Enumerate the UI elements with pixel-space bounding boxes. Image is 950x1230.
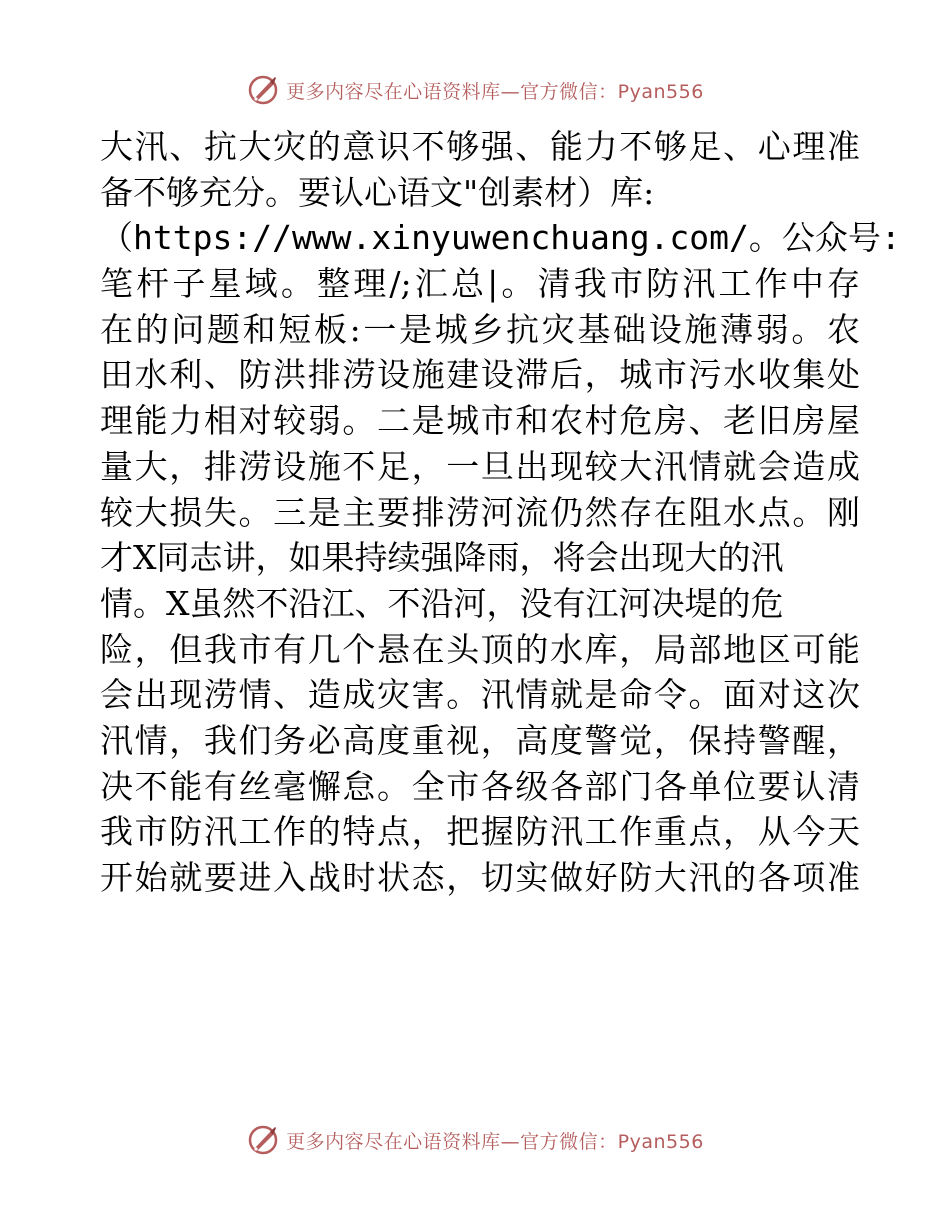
quill-pen-logo-icon xyxy=(246,1123,280,1157)
text-line: 汛情，我们务必高度重视，高度警觉，保持警醒， xyxy=(100,720,860,760)
text-line: 决不能有丝毫懈怠。全市各级各部门各单位要认清 xyxy=(100,766,860,806)
text-line: 笔杆子星域。整理/;汇总|。清我市防汛工作中存 xyxy=(100,264,860,304)
text-line: （https://www.xinyuwenchuang.com/。公众号: xyxy=(100,218,901,258)
watermark-text: 更多内容尽在心语资料库—官方微信：Pyan556 xyxy=(286,80,704,103)
watermark-text: 更多内容尽在心语资料库—官方微信：Pyan556 xyxy=(286,1130,704,1153)
text-line: 险，但我市有几个悬在头顶的水库，局部地区可能 xyxy=(100,629,860,669)
text-line: 大汛、抗大灾的意识不够强、能力不够足、心理准 xyxy=(100,127,860,166)
header-watermark xyxy=(0,70,950,110)
text-line: 才X同志讲，如果持续强降雨，将会出现大的汛 xyxy=(100,538,784,578)
text-line: 情。X虽然不沿江、不沿河，没有江河决堤的危 xyxy=(100,583,784,623)
text-line: 备不够充分。要认心语文"创素材）库: xyxy=(100,172,655,212)
quill-pen-logo-icon xyxy=(246,73,280,107)
text-line: 我市防汛工作的特点，把握防汛工作重点，从今天 xyxy=(100,812,860,852)
text-line: 量大，排涝设施不足，一旦出现较大汛情就会造成 xyxy=(100,446,860,486)
footer-watermark xyxy=(0,1120,950,1160)
text-line: 会出现涝情、造成灾害。汛情就是命令。面对这次 xyxy=(100,675,860,715)
text-line: 开始就要进入战时状态，切实做好防大汛的各项准 xyxy=(100,858,860,897)
text-line: 理能力相对较弱。二是城市和农村危房、老旧房屋 xyxy=(100,401,860,441)
text-line: 田水利、防洪排涝设施建设滞后，城市污水收集处 xyxy=(100,355,860,395)
text-line: 在的问题和短板:一是城乡抗灾基础设施薄弱。农 xyxy=(100,309,860,349)
text-line: 较大损失。三是主要排涝河流仍然存在阻水点。刚 xyxy=(100,492,860,532)
document-body xyxy=(100,124,901,901)
